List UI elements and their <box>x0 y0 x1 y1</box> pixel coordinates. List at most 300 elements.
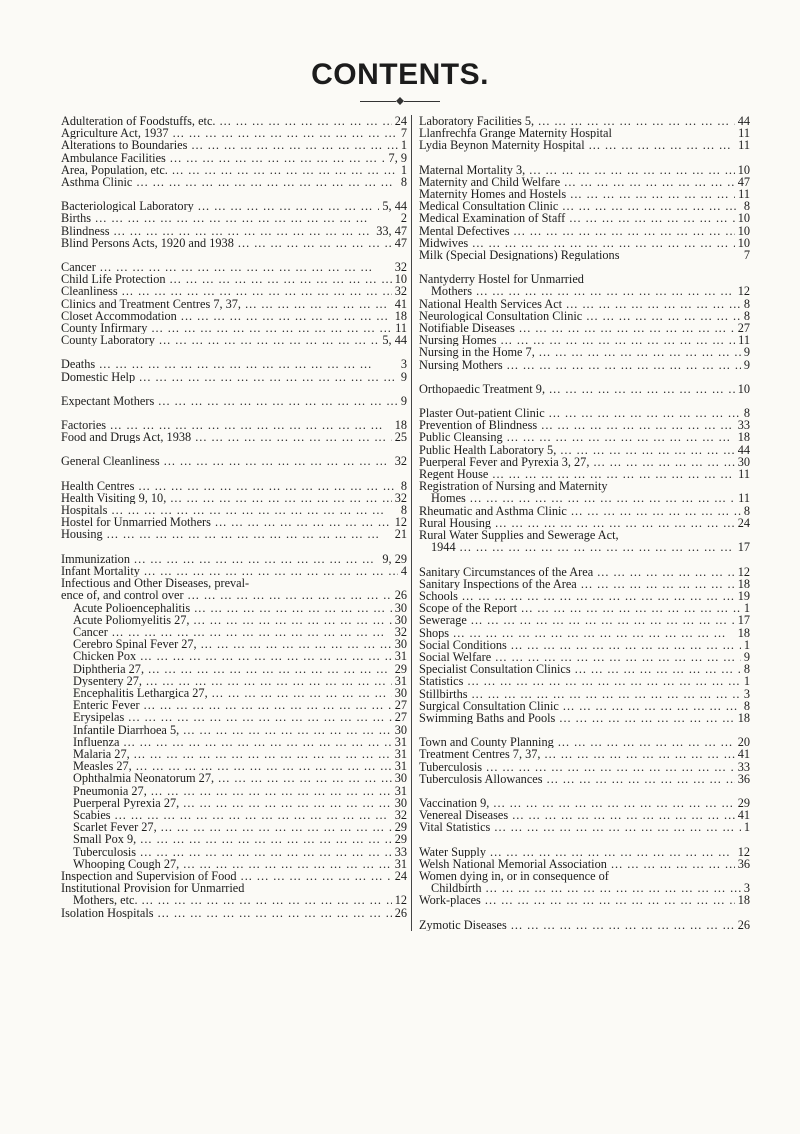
index-entry-page: 25 <box>394 430 407 445</box>
index-entry-topic: General Cleanliness ... . <box>61 455 392 467</box>
index-entry <box>419 188 750 200</box>
index-entry-page: 8 <box>743 503 750 518</box>
index-entry-topic: Pneumonia 27, ... . <box>61 785 392 797</box>
index-entry-topic: Zymotic Diseases ... . <box>419 919 735 931</box>
index-entry-page: 31 <box>394 734 407 749</box>
index-entry-topic: Deaths ... . <box>61 358 398 370</box>
index-entry-topic: Encephalitis Lethargica 27, ... . <box>61 687 392 699</box>
index-entry-topic: Orthopaedic Treatment 9, ... . <box>419 383 735 395</box>
index-entry-topic: Child Life Protection ... . <box>61 273 392 285</box>
index-entry-topic: Acute Poliomyelitis 27, ... . <box>61 614 392 626</box>
index-entry-topic: Puerperal Pyrexia 27, ... . <box>61 797 392 809</box>
index-entry-page: 1 <box>400 162 407 177</box>
index-entry <box>419 419 750 431</box>
index-entry-page: 32 <box>394 624 407 639</box>
index-entry-topic: ence of, and control over ... . <box>61 589 392 601</box>
index-entry-topic: Sanitary Circumstances of the Area ... . <box>419 566 735 578</box>
index-entry-page: 1 <box>743 637 750 652</box>
index-entry <box>61 516 407 528</box>
section-gap <box>419 554 750 566</box>
index-entry <box>61 711 407 723</box>
section-gap <box>61 541 407 553</box>
index-entry-page: 33 <box>737 759 750 774</box>
index-entry-topic: Public Cleansing ... . <box>419 431 735 443</box>
index-entry <box>61 797 407 809</box>
index-entry-page: 9 <box>743 345 750 360</box>
index-entry-page: 18 <box>737 430 750 445</box>
index-entry-topic: Maternity and Child Welfare ... . <box>419 176 735 188</box>
index-entry <box>61 322 407 334</box>
index-entry <box>419 200 750 212</box>
section-gap <box>419 907 750 919</box>
index-entry-topic: Immunization ... . <box>61 553 379 565</box>
index-entry-page: 32 <box>394 490 407 505</box>
index-entry-topic: Erysipelas ... . <box>61 711 392 723</box>
index-entry-page: 32 <box>394 454 407 469</box>
index-entry-page: 10 <box>737 223 750 238</box>
index-entry-page: 8 <box>743 698 750 713</box>
index-entry <box>61 638 407 650</box>
index-entry-page: 18 <box>737 625 750 640</box>
index-entry-topic: Swimming Baths and Pools ... . <box>419 712 735 724</box>
index-entry <box>419 164 750 176</box>
index-entry-topic: Maternity Homes and Hostels ... . <box>419 188 735 200</box>
index-entry <box>61 589 407 601</box>
index-entry-topic: Shops ... . <box>419 627 735 639</box>
index-entry-page: 26 <box>737 917 750 932</box>
index-entry <box>419 127 750 139</box>
index-entry <box>61 200 407 212</box>
index-entry-topic: Venereal Diseases ... . <box>419 809 735 821</box>
index-entry <box>61 298 407 310</box>
index-entry-topic: Neurological Consultation Clinic ... . <box>419 310 741 322</box>
index-entry <box>61 212 407 224</box>
section-gap <box>419 724 750 736</box>
index-entry <box>419 894 750 906</box>
index-entry <box>419 663 750 675</box>
index-entry <box>419 688 750 700</box>
index-entry <box>419 322 750 334</box>
index-entry-page: 10 <box>394 272 407 287</box>
index-entry <box>61 371 407 383</box>
index-entry-topic: Closet Accommodation ... . <box>61 310 392 322</box>
index-entry-page: 24 <box>737 515 750 530</box>
index-entry-topic: Surgical Consultation Clinic ... . <box>419 700 741 712</box>
index-entry-heading: Rural Water Supplies and Sewerage Act, <box>419 528 619 543</box>
index-entry <box>419 310 750 322</box>
index-entry <box>419 139 750 151</box>
index-entry-topic: Prevention of Blindness ... . <box>419 419 735 431</box>
index-entry-page: 9, 29 <box>382 551 407 566</box>
index-entry-page: 41 <box>737 747 750 762</box>
index-entry-page: 3 <box>743 881 750 896</box>
section-gap <box>419 834 750 846</box>
index-entry-page: 17 <box>737 540 750 555</box>
index-entry-page: 41 <box>394 296 407 311</box>
index-entry <box>419 298 750 310</box>
index-entry-page: 10 <box>737 211 750 226</box>
index-entry <box>419 115 750 127</box>
index-entry <box>419 505 750 517</box>
index-entry-topic: Rheumatic and Asthma Clinic ... . <box>419 505 741 517</box>
index-entry <box>61 164 407 176</box>
index-entry-topic: Measles 27, ... . <box>61 760 392 772</box>
index-entry-topic: Food and Drugs Act, 1938 ... . <box>61 431 392 443</box>
index-entry-page: 30 <box>394 722 407 737</box>
index-entry-page: 12 <box>737 284 750 299</box>
index-entry <box>61 675 407 687</box>
index-entry-page: 7, 9 <box>388 150 407 165</box>
index-entry-page: 30 <box>394 637 407 652</box>
index-entry <box>61 821 407 833</box>
index-entry <box>419 675 750 687</box>
index-entry <box>61 395 407 407</box>
index-entry-page: 26 <box>394 905 407 920</box>
index-entry <box>61 261 407 273</box>
index-entry-topic: Sewerage ... . <box>419 614 735 626</box>
index-entry <box>61 809 407 821</box>
index-entry <box>61 139 407 151</box>
index-entry-topic: Sanitary Inspections of the Area ... . <box>419 578 735 590</box>
index-entry <box>419 821 750 833</box>
index-entry-page: 1 <box>743 820 750 835</box>
index-entry <box>61 736 407 748</box>
index-entry-topic: Nursing Mothers ... . <box>419 359 741 371</box>
index-entry-page: 30 <box>394 612 407 627</box>
index-entry-topic: Social Conditions ... . <box>419 639 741 651</box>
index-entry-page: 33 <box>394 844 407 859</box>
index-entry-topic: Infantile Diarrhoea 5, ... . <box>61 724 392 736</box>
index-entry-page: 10 <box>737 381 750 396</box>
index-entry-page: 18 <box>737 576 750 591</box>
index-entry-page: 36 <box>737 771 750 786</box>
index-entry <box>419 334 750 346</box>
index-entry <box>419 407 750 419</box>
index-entry <box>419 444 750 456</box>
index-entry <box>419 846 750 858</box>
section-gap <box>61 468 407 480</box>
index-entry-topic: Childbirth ... . <box>419 882 741 894</box>
index-entry <box>61 528 407 540</box>
index-entry-page: 27 <box>394 710 407 725</box>
index-entry-topic: Welsh National Memorial Association ... . <box>419 858 735 870</box>
index-entry-topic: Malaria 27, ... . <box>61 748 392 760</box>
index-entry-topic: Mothers, etc. ... . <box>61 894 392 906</box>
index-entry-topic: Schools ... . <box>419 590 735 602</box>
index-entry-topic: Chicken Pox ... . <box>61 650 392 662</box>
index-entry-topic: Cancer ... . <box>61 626 392 638</box>
index-entry <box>419 773 750 785</box>
index-entry-page: 26 <box>394 588 407 603</box>
index-entry-page: 18 <box>737 710 750 725</box>
index-entry-page: 8 <box>743 199 750 214</box>
index-entry-topic: Specialist Consultation Clinics ... . <box>419 663 741 675</box>
index-entry <box>61 334 407 346</box>
index-entry <box>419 627 750 639</box>
index-entry <box>61 748 407 760</box>
section-gap <box>419 152 750 164</box>
index-entry-page: 10 <box>737 235 750 250</box>
index-entry <box>61 455 407 467</box>
index-entry-topic: Plaster Out-patient Clinic ... . <box>419 407 741 419</box>
index-entry-page: 36 <box>737 856 750 871</box>
index-entry <box>61 358 407 370</box>
index-entry <box>61 127 407 139</box>
index-entry-topic: Hostel for Unmarried Mothers ... . <box>61 516 392 528</box>
index-entry-page: 47 <box>737 174 750 189</box>
title-ornament <box>360 97 440 105</box>
index-entry-page: 31 <box>394 856 407 871</box>
index-entry-topic: Hospitals ... . <box>61 504 398 516</box>
index-entry-topic: Tuberculosis ... . <box>419 761 735 773</box>
index-entry-topic: Treatment Centres 7, 37, ... . <box>419 748 735 760</box>
index-entry-topic: Cancer ... . <box>61 261 392 273</box>
index-entry-heading: Nantyderry Hostel for Unmarried <box>419 272 584 287</box>
index-entry-topic: Influenza ... . <box>61 736 392 748</box>
section-gap <box>419 785 750 797</box>
index-entry <box>419 566 750 578</box>
index-entry-topic: Housing ... . <box>61 528 392 540</box>
index-entry <box>61 833 407 845</box>
index-entry-page: 31 <box>394 673 407 688</box>
contents-left-column <box>61 115 407 919</box>
index-entry-topic: Dysentery 27, ... . <box>61 675 392 687</box>
index-entry-topic: Health Visiting 9, 10, ... . <box>61 492 392 504</box>
index-entry-topic: Whooping Cough 27, ... . <box>61 858 392 870</box>
index-entry-topic: Maternal Mortality 3, ... . <box>419 164 735 176</box>
index-entry <box>419 761 750 773</box>
index-entry-page: 1 <box>743 601 750 616</box>
index-entry-page: 32 <box>394 284 407 299</box>
index-entry-topic: Inspection and Supervision of Food ... . <box>61 870 392 882</box>
index-entry-topic: Cerebro Spinal Fever 27, ... . <box>61 638 392 650</box>
index-entry-topic: Work-places ... . <box>419 894 735 906</box>
index-entry-topic: Town and County Planning ... . <box>419 736 735 748</box>
index-entry-topic: Births ... . <box>61 212 398 224</box>
index-entry-topic: Alterations to Boundaries ... . <box>61 139 398 151</box>
index-entry-topic: County Infirmary ... . <box>61 322 392 334</box>
index-entry-page: 32 <box>394 807 407 822</box>
index-entry-topic: Midwives ... . <box>419 237 735 249</box>
index-entry-topic: Scabies ... . <box>61 809 392 821</box>
index-entry <box>419 346 750 358</box>
index-entry-page: 17 <box>737 613 750 628</box>
index-entry-topic: 1944 ... . <box>419 541 735 553</box>
index-entry-topic: Social Welfare ... . <box>419 651 741 663</box>
index-entry-topic: National Health Services Act ... . <box>419 298 741 310</box>
index-entry-page: 30 <box>394 795 407 810</box>
index-entry-heading: Institutional Provision for Unmarried <box>61 881 245 896</box>
index-entry-page: 31 <box>394 783 407 798</box>
index-entry <box>419 602 750 614</box>
index-entry-topic: Clinics and Treatment Centres 7, 37, ... . <box>61 298 392 310</box>
index-entry <box>419 736 750 748</box>
index-entry-page: 8 <box>743 662 750 677</box>
index-entry-page: 30 <box>394 771 407 786</box>
index-entry <box>419 882 750 894</box>
index-entry-page: 9 <box>400 393 407 408</box>
index-entry-page: 27 <box>737 321 750 336</box>
index-entry <box>419 639 750 651</box>
index-entry-page: 30 <box>737 454 750 469</box>
index-entry-topic: County Laboratory ... . <box>61 334 379 346</box>
index-entry-page: 29 <box>737 795 750 810</box>
index-entry-page: 33 <box>737 418 750 433</box>
index-entry-topic: Blindness ... . <box>61 225 373 237</box>
index-entry-page: 24 <box>394 114 407 128</box>
index-entry <box>419 456 750 468</box>
index-entry <box>419 237 750 249</box>
index-entry-page: 11 <box>395 321 407 336</box>
index-entry <box>61 785 407 797</box>
index-entry-topic: Lydia Beynon Maternity Hospital ... . <box>419 139 735 151</box>
index-entry <box>419 614 750 626</box>
index-entry-page: 8 <box>400 503 407 518</box>
index-entry-topic: Domestic Help ... . <box>61 371 398 383</box>
index-entry <box>419 225 750 237</box>
index-entry-topic: Blind Persons Acts, 1920 and 1938 ... . <box>61 237 392 249</box>
index-entry <box>419 651 750 663</box>
index-entry-topic: Scope of the Report ... . <box>419 602 741 614</box>
index-entry-page: 41 <box>737 808 750 823</box>
index-entry <box>61 614 407 626</box>
index-entry <box>419 712 750 724</box>
contents-right-column <box>411 115 750 931</box>
index-entry-topic: Tuberculosis ... . <box>61 846 392 858</box>
index-entry <box>419 797 750 809</box>
index-entry <box>419 809 750 821</box>
index-entry-page: 1 <box>743 674 750 689</box>
section-gap <box>419 371 750 383</box>
index-entry-topic: Nursing Homes ... . <box>419 334 735 346</box>
index-entry <box>61 772 407 784</box>
index-entry <box>61 846 407 858</box>
index-entry-page: 11 <box>738 333 750 348</box>
section-gap <box>61 188 407 200</box>
index-entry-topic: Acute Polioencephalitis ... . <box>61 602 392 614</box>
index-entry-topic: Tuberculosis Allowances ... . <box>419 773 735 785</box>
index-entry <box>61 858 407 870</box>
page-title: CONTENTS. <box>311 58 489 91</box>
index-entry-page: 24 <box>394 868 407 883</box>
index-entry-page: 7 <box>400 126 407 141</box>
index-entry-heading: Infectious and Other Diseases, preval- <box>61 576 250 591</box>
index-entry-topic: Adulteration of Foodstuffs, etc. ... . <box>61 115 392 127</box>
index-entry <box>419 176 750 188</box>
index-entry <box>61 285 407 297</box>
index-entry-page: 4 <box>400 563 407 578</box>
index-entry-page: 21 <box>394 527 407 542</box>
section-gap <box>61 443 407 455</box>
index-entry-page: 10 <box>737 162 750 177</box>
index-entry <box>61 273 407 285</box>
index-entry-topic: Vital Statistics ... . <box>419 821 741 833</box>
index-entry <box>61 237 407 249</box>
index-entry <box>419 541 750 553</box>
section-gap <box>61 407 407 419</box>
index-entry-topic: Mental Defectives ... . <box>419 225 735 237</box>
index-entry-page: 18 <box>394 418 407 433</box>
index-entry-page: 20 <box>737 735 750 750</box>
index-entry-page: 31 <box>394 746 407 761</box>
index-entry <box>419 285 750 297</box>
index-entry-page: 1 <box>400 138 407 153</box>
index-entry-page: 18 <box>394 308 407 323</box>
index-entry <box>61 663 407 675</box>
index-entry-page: 30 <box>394 685 407 700</box>
index-entry-topic: Nursing in the Home 7, ... . <box>419 346 741 358</box>
index-entry-topic: Water Supply ... . <box>419 846 735 858</box>
index-entry <box>419 492 750 504</box>
index-entry-page: 11 <box>738 138 750 153</box>
index-entry <box>61 602 407 614</box>
index-entry-page: 11 <box>738 187 750 202</box>
index-entry <box>419 919 750 931</box>
index-entry-topic: Diphtheria 27, ... . <box>61 663 392 675</box>
index-entry <box>419 748 750 760</box>
index-entry <box>419 431 750 443</box>
index-entry <box>61 650 407 662</box>
index-entry <box>61 894 407 906</box>
index-entry-topic: Vaccination 9, ... . <box>419 797 735 809</box>
index-entry-topic: Public Health Laboratory 5, ... . <box>419 444 735 456</box>
index-entry-page: 32 <box>394 260 407 275</box>
index-entry <box>419 212 750 224</box>
index-entry-topic: Medical Consultation Clinic ... . <box>419 200 741 212</box>
index-entry-topic: Homes ... . <box>419 492 735 504</box>
section-gap <box>61 249 407 261</box>
index-entry-topic: Milk (Special Designations) Regulations <box>419 249 620 262</box>
index-entry <box>61 176 407 188</box>
index-entry-topic: Notifiable Diseases ... . <box>419 322 735 334</box>
index-entry-page: 8 <box>743 296 750 311</box>
index-entry-page: 30 <box>394 600 407 615</box>
section-gap <box>419 395 750 407</box>
index-entry-page: 8 <box>400 478 407 493</box>
index-entry-page: 12 <box>737 564 750 579</box>
index-entry-page: 19 <box>737 588 750 603</box>
index-entry <box>419 590 750 602</box>
index-entry-topic: Enteric Fever ... . <box>61 699 392 711</box>
index-entry-topic: Regent House ... . <box>419 468 735 480</box>
index-entry-topic: Expectant Mothers ... . <box>61 395 398 407</box>
index-entry-topic: Medical Examination of Staff ... . <box>419 212 735 224</box>
section-gap <box>61 383 407 395</box>
index-entry <box>61 310 407 322</box>
index-entry <box>61 431 407 443</box>
index-entry <box>419 249 750 261</box>
index-entry-topic: Bacteriological Laboratory ... . <box>61 200 379 212</box>
index-entry-topic: Infant Mortality ... . <box>61 565 398 577</box>
index-entry-heading: Registration of Nursing and Maternity <box>419 479 608 494</box>
index-entry-page: 12 <box>394 893 407 908</box>
index-entry <box>61 626 407 638</box>
index-entry-page: 11 <box>738 126 750 141</box>
index-entry-topic: Health Centres ... . <box>61 480 398 492</box>
index-entry-page: 9 <box>400 369 407 384</box>
index-entry-topic: Rural Housing ... . <box>419 517 735 529</box>
index-entry-page: 9 <box>743 649 750 664</box>
index-entry-topic: Statistics ... . <box>419 675 741 687</box>
index-entry-page: 29 <box>394 820 407 835</box>
index-entry <box>61 699 407 711</box>
index-entry-page: 27 <box>394 698 407 713</box>
index-entry-topic: Mothers ... . <box>419 285 735 297</box>
index-entry <box>61 553 407 565</box>
index-entry-topic: Ophthalmia Neonatorum 27, ... . <box>61 772 392 784</box>
index-entry-page: 5, 44 <box>382 199 407 214</box>
index-entry-topic: Stillbirths ... . <box>419 688 741 700</box>
